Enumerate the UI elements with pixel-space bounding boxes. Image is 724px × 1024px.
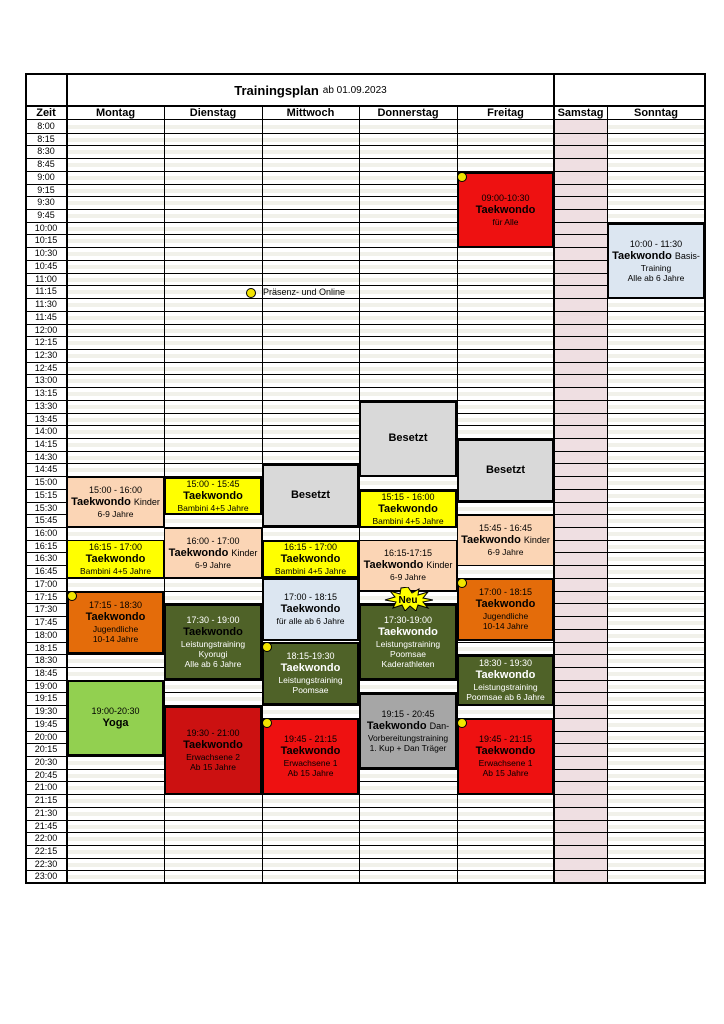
event-tuesday-bambini[interactable]: [164, 477, 262, 515]
time-label: 15:15: [34, 489, 58, 500]
online-dot-icon: [457, 718, 467, 728]
time-label: 17:15: [34, 591, 58, 602]
event-time: 17:00 - 18:15: [478, 587, 533, 598]
event-friday-besetzt[interactable]: [457, 439, 554, 502]
event-thursday-bambini[interactable]: [359, 490, 457, 528]
day-header-wednesday: Mittwoch: [286, 107, 335, 119]
time-label: 9:15: [37, 184, 55, 195]
event-title-suffix: Kinder: [231, 547, 258, 558]
title-cell: [67, 74, 554, 106]
time-header: Zeit: [36, 107, 56, 119]
event-time: 16:00 - 17:00: [186, 535, 240, 546]
event-friday-poomsae[interactable]: [457, 655, 554, 706]
event-friday-alle[interactable]: [457, 172, 554, 248]
event-title: Taekwondo: [183, 489, 243, 502]
event-wednesday-poomsae[interactable]: [262, 642, 359, 705]
time-label: 20:00: [34, 731, 58, 742]
event-title: Taekwondo: [280, 662, 341, 675]
event-friday-erwachsene[interactable]: [457, 718, 554, 795]
event-detail: Erwachsene 1: [283, 758, 338, 769]
event-detail: Vorbereitungstraining: [367, 732, 449, 743]
event-monday-bambini[interactable]: [67, 540, 164, 578]
event-detail: für Alle: [492, 216, 519, 227]
time-label: 12:00: [34, 324, 58, 335]
day-header-sunday: Sonntag: [634, 107, 678, 119]
event-time: 16:15 - 17:00: [283, 541, 338, 552]
time-label: 14:45: [34, 464, 58, 475]
event-title: Taekwondo: [475, 745, 536, 758]
event-time: 15:45 - 16:45: [478, 523, 533, 534]
time-label: 12:45: [34, 362, 58, 373]
time-label: 21:45: [34, 820, 58, 831]
event-detail: Bambini 4+5 Jahre: [79, 565, 152, 576]
time-label: 10:00: [34, 222, 58, 233]
event-sunday-basis[interactable]: [607, 223, 705, 299]
event-detail: Leistungstraining: [473, 682, 538, 693]
time-label: 21:00: [34, 782, 58, 793]
time-label: 8:45: [37, 159, 55, 170]
event-detail: Alle ab 6 Jahre: [184, 659, 242, 670]
day-header-monday: Montag: [95, 107, 136, 119]
event-detail: 6-9 Jahre: [390, 572, 426, 583]
event-title: Taekwondo: [363, 559, 424, 572]
time-label: 18:00: [34, 629, 58, 640]
event-detail: 10-14 Jahre: [482, 621, 529, 632]
time-label: 16:00: [34, 528, 58, 539]
time-label: 15:00: [34, 477, 58, 488]
event-title: Taekwondo: [85, 611, 146, 624]
event-time: 18:15-19:30: [286, 651, 335, 662]
time-label: 22:30: [34, 858, 58, 869]
time-label: 15:45: [34, 515, 58, 526]
time-label: 21:15: [34, 795, 58, 806]
time-label: 20:30: [34, 757, 58, 767]
event-detail: Training: [640, 262, 672, 273]
event-detail: 6-9 Jahre: [487, 547, 524, 558]
event-title-suffix: Kinder: [133, 496, 160, 507]
time-label: 9:30: [37, 197, 55, 208]
event-title: Taekwondo: [71, 495, 131, 508]
event-thursday-kinder[interactable]: [359, 540, 457, 591]
event-title: Besetzt: [485, 463, 526, 476]
event-title: Taekwondo: [461, 534, 521, 547]
event-tuesday-erwachsene[interactable]: [164, 706, 262, 795]
event-detail: für alle ab 6 Jahre: [276, 616, 345, 627]
time-label: 13:15: [34, 388, 58, 399]
time-label: 8:30: [37, 146, 55, 157]
time-label: 13:45: [34, 413, 58, 424]
time-label: 22:15: [34, 846, 58, 857]
event-time: 17:30 - 19:00: [186, 614, 240, 625]
event-title: Besetzt: [290, 488, 331, 501]
event-friday-kinder[interactable]: [457, 515, 554, 566]
event-monday-jugend[interactable]: [67, 591, 164, 654]
event-monday-kinder[interactable]: [67, 477, 164, 527]
time-label: 14:30: [34, 451, 58, 462]
time-label: 12:30: [34, 349, 58, 360]
event-title: Taekwondo: [280, 745, 341, 758]
online-dot-icon: [262, 642, 272, 652]
time-label: 15:30: [34, 502, 58, 513]
event-title-suffix: Dan-: [429, 720, 450, 731]
time-label: 20:15: [34, 744, 58, 755]
event-time: 17:00 - 18:15: [283, 592, 338, 603]
event-detail: 1. Kup + Dan Träger: [369, 742, 447, 753]
time-label: 8:15: [37, 133, 55, 144]
online-note: Präsenz- und Online: [263, 287, 346, 297]
event-detail: Poomsae: [292, 685, 329, 696]
time-label: 17:30: [34, 604, 58, 615]
time-label: 18:45: [34, 667, 58, 678]
time-label: 8:00: [37, 121, 55, 131]
day-header-thursday: Donnerstag: [377, 107, 439, 119]
time-label: 16:15: [34, 540, 58, 551]
event-wednesday-erwachsene[interactable]: [262, 718, 359, 795]
event-wednesday-alle[interactable]: [262, 578, 359, 641]
time-label: 10:15: [34, 235, 58, 246]
event-thursday-kader[interactable]: [359, 604, 457, 680]
time-label: 19:00: [34, 680, 58, 691]
event-detail: Bambini 4+5 Jahre: [177, 502, 249, 513]
event-time: 10:00 - 11:30: [629, 238, 683, 249]
time-label: 11:45: [35, 311, 57, 322]
time-label: 19:45: [34, 718, 58, 729]
event-time: 19:00-20:30: [91, 706, 140, 716]
event-wednesday-bambini[interactable]: [262, 540, 359, 578]
event-time: 18:30 - 19:30: [478, 658, 533, 669]
day-header-friday: Freitag: [487, 107, 524, 119]
event-detail: Ab 15 Jahre: [190, 762, 236, 773]
day-header-saturday: Samstag: [557, 107, 604, 119]
time-label: 21:30: [34, 807, 58, 818]
event-detail: Ab 15 Jahre: [287, 768, 334, 779]
event-detail: Kaderathleten: [381, 659, 435, 670]
time-label: 19:30: [34, 706, 58, 717]
day-header-tuesday: Dienstag: [189, 107, 237, 119]
new-badge-icon: [383, 587, 433, 611]
event-wednesday-besetzt[interactable]: [262, 464, 359, 527]
event-detail: Leistungstraining: [180, 638, 246, 649]
event-detail: Poomsae ab 6 Jahre: [466, 692, 545, 703]
event-title: Taekwondo: [168, 546, 229, 559]
event-detail: Leistungstraining: [278, 675, 343, 686]
event-detail: 6-9 Jahre: [97, 508, 134, 519]
event-detail: Jugendliche: [482, 611, 529, 622]
event-tuesday-kinder[interactable]: [164, 528, 262, 578]
event-tuesday-kyorugi[interactable]: [164, 604, 262, 680]
event-time: 19:15 - 20:45: [381, 708, 435, 719]
event-title: Taekwondo: [280, 552, 341, 565]
time-label: 13:30: [34, 400, 58, 411]
event-title: Taekwondo: [475, 669, 536, 682]
online-dot-icon: [262, 718, 272, 728]
online-dot-icon: [67, 591, 77, 601]
event-time: 16:15-17:15: [383, 548, 433, 559]
event-time: 19:30 - 21:00: [186, 728, 240, 739]
time-label: 23:00: [34, 871, 58, 882]
event-thursday-dan[interactable]: [359, 693, 457, 769]
event-title: Taekwondo: [183, 625, 243, 638]
event-time: 16:15 - 17:00: [88, 541, 143, 552]
event-friday-jugend[interactable]: [457, 578, 554, 641]
event-title: Taekwondo: [378, 625, 438, 638]
event-title: Taekwondo: [280, 603, 341, 616]
time-label: 18:15: [34, 642, 58, 653]
event-time: 15:00 - 15:45: [186, 478, 240, 489]
event-title: Taekwondo: [612, 249, 672, 262]
time-label: 13:00: [34, 375, 58, 386]
title-date: ab 01.09.2023: [322, 84, 387, 96]
online-dot-icon: [457, 578, 467, 588]
new-badge-label: Neu: [398, 595, 418, 606]
time-label: 17:00: [34, 578, 58, 589]
online-dot-icon: [457, 172, 467, 182]
event-detail: Erwachsene 2: [186, 752, 240, 763]
event-monday-yoga[interactable]: [67, 680, 164, 756]
time-label: 14:00: [34, 426, 58, 437]
time-label: 11:00: [35, 273, 57, 284]
online-dot-icon: [246, 288, 256, 298]
time-label: 10:45: [34, 260, 58, 271]
event-detail: Leistungstraining: [375, 638, 441, 649]
time-label: 16:45: [34, 566, 58, 577]
event-detail: Jugendliche: [92, 624, 139, 635]
event-title: Taekwondo: [85, 552, 146, 565]
event-time: 15:00 - 16:00: [88, 484, 143, 495]
event-detail: Bambini 4+5 Jahre: [274, 565, 347, 576]
time-label: 16:30: [34, 553, 58, 564]
event-title: Taekwondo: [366, 719, 427, 732]
time-label: 22:00: [34, 833, 58, 844]
event-title-suffix: Basis-: [674, 250, 700, 261]
event-time: 19:45 - 21:15: [478, 734, 533, 745]
time-label: 20:45: [34, 769, 58, 780]
event-title: Taekwondo: [183, 739, 243, 752]
event-detail: Erwachsene 1: [478, 758, 533, 769]
event-time: 09:00-10:30: [481, 192, 530, 203]
event-time: 17:30-19:00: [383, 614, 433, 625]
time-label: 11:15: [35, 286, 57, 297]
event-title-suffix: Kinder: [523, 535, 550, 546]
event-detail: Ab 15 Jahre: [482, 768, 529, 779]
event-detail: Alle ab 6 Jahre: [627, 272, 685, 283]
event-time: 19:45 - 21:15: [283, 734, 338, 745]
event-detail: 10-14 Jahre: [92, 634, 139, 645]
event-title: Besetzt: [388, 432, 428, 445]
time-label: 10:30: [34, 248, 58, 259]
event-detail: Bambini 4+5 Jahre: [372, 515, 444, 526]
time-label: 14:15: [34, 439, 58, 449]
time-label: 9:45: [37, 210, 55, 221]
time-label: 9:00: [37, 171, 55, 182]
time-label: 19:15: [34, 693, 58, 704]
event-title: Taekwondo: [378, 502, 438, 515]
event-time: 15:15 - 16:00: [381, 491, 435, 502]
event-title: Yoga: [102, 716, 129, 729]
event-title: Taekwondo: [475, 203, 536, 216]
event-time: 17:15 - 18:30: [88, 600, 143, 611]
event-detail: 6-9 Jahre: [195, 559, 231, 570]
time-label: 11:30: [35, 299, 57, 310]
event-title: Taekwondo: [475, 598, 536, 611]
page-title: Trainingsplan: [234, 82, 319, 98]
time-label: 18:30: [34, 655, 58, 666]
time-label: 17:45: [34, 617, 58, 628]
event-detail: Kyorugi: [198, 648, 228, 659]
time-label: 12:15: [34, 337, 58, 348]
event-detail: Poomsae: [390, 648, 426, 659]
event-title-suffix: Kinder: [426, 560, 453, 571]
event-thursday-besetzt[interactable]: [359, 401, 457, 477]
